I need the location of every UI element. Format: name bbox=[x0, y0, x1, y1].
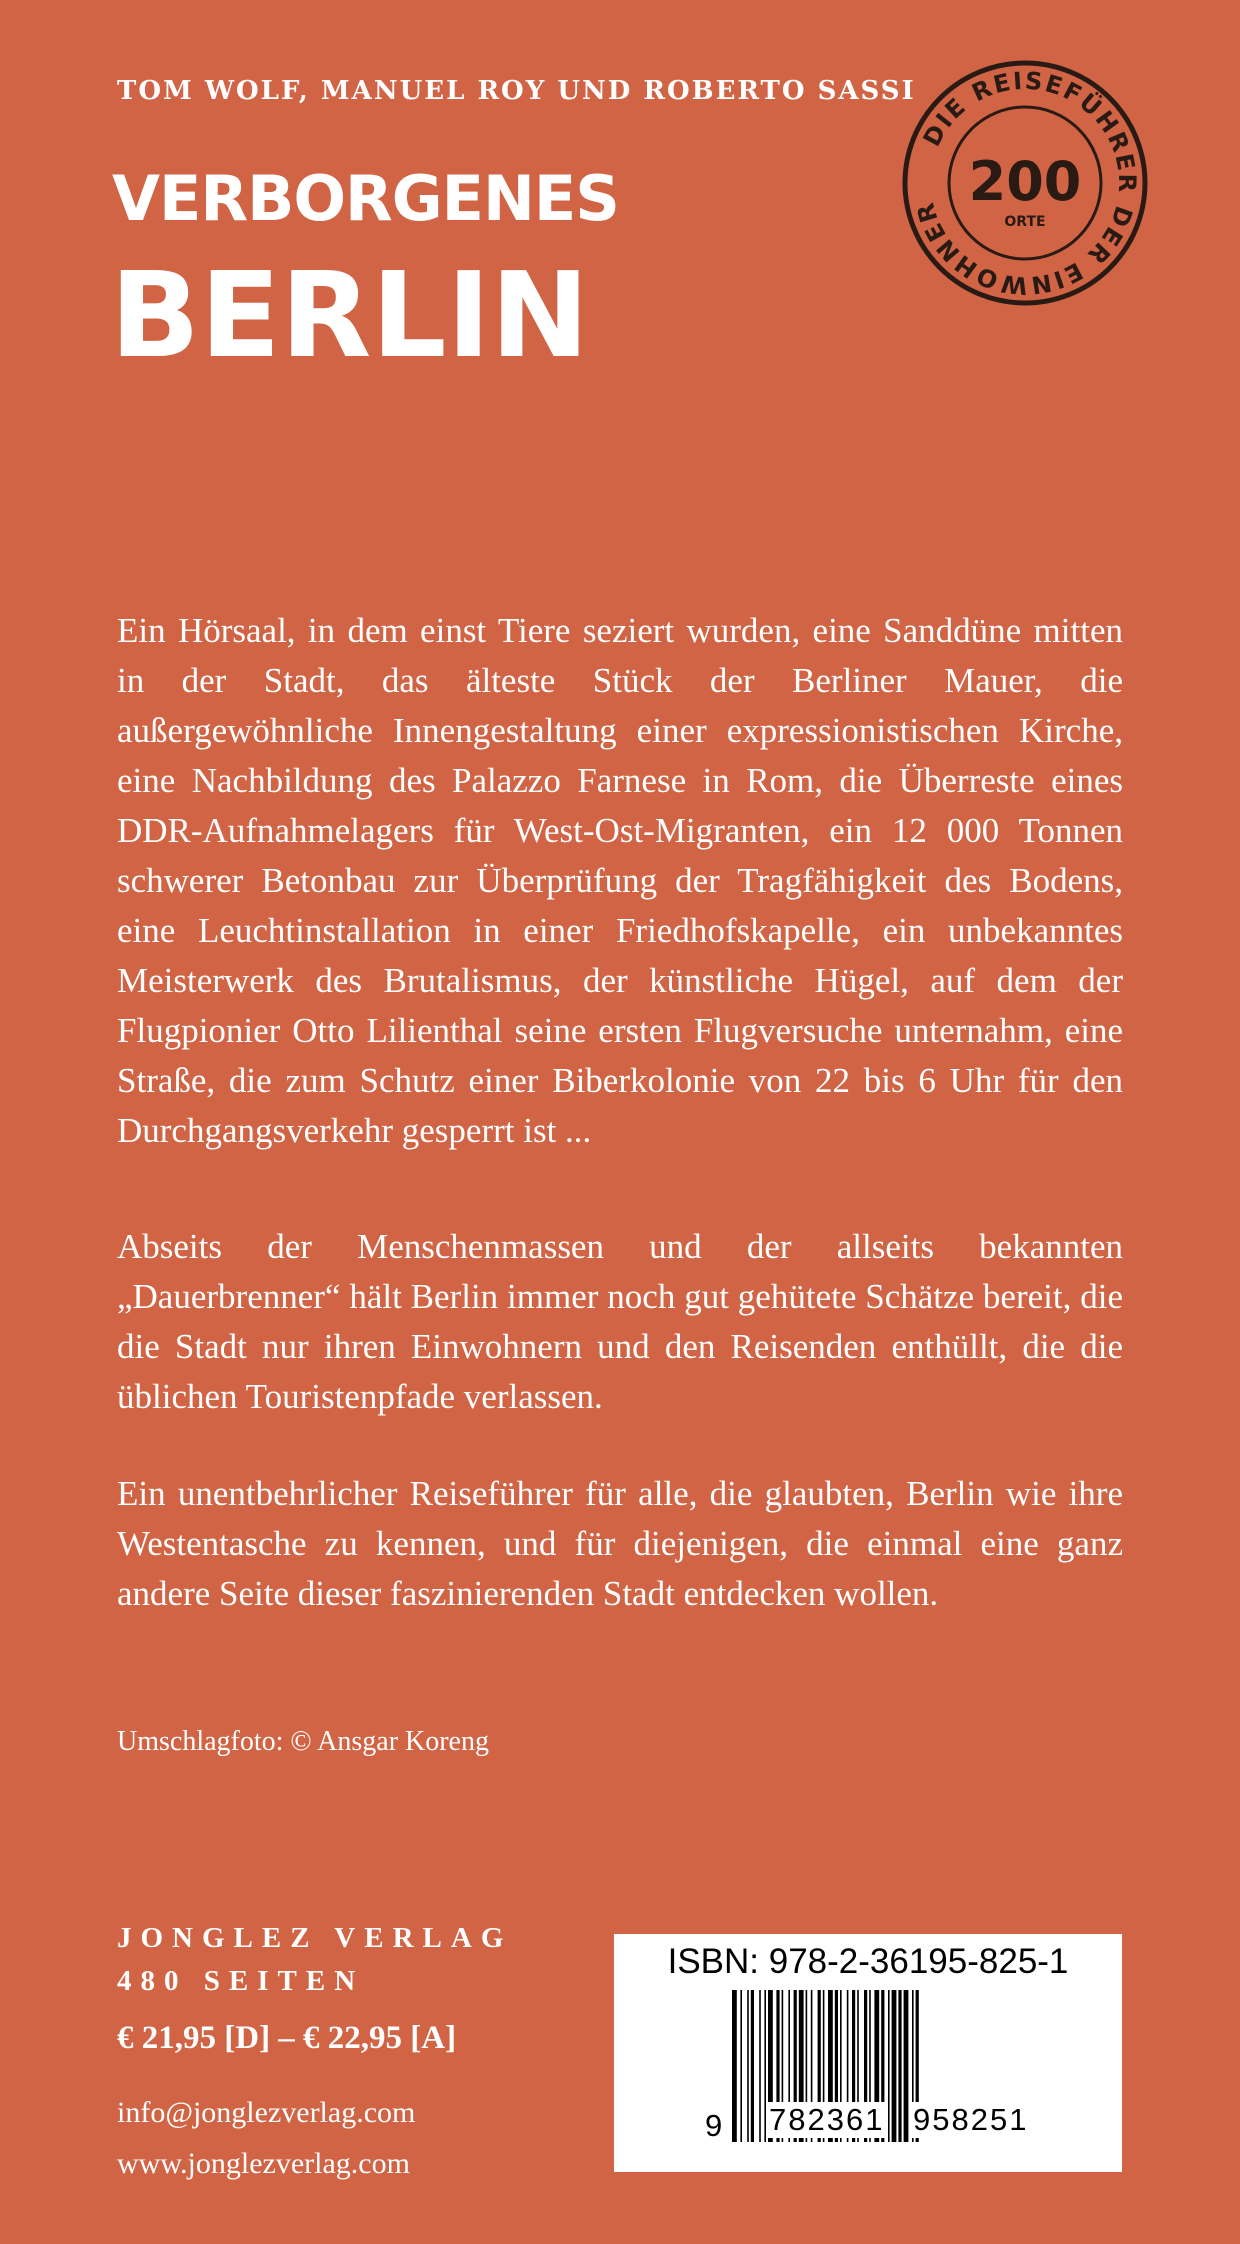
barcode-digit-lead: 9 bbox=[705, 2108, 725, 2143]
authors: TOM WOLF, MANUEL ROY UND ROBERTO SASSI bbox=[117, 76, 916, 106]
barcode-bar bbox=[892, 1990, 897, 2142]
description-paragraph-3: Ein unentbehrlicher Reiseführer für alle, die glaubten, Berlin wie ihre Westentasche zu kennen, und für diejenigen, die einmal eine ganz andere Seite dieser faszinierenden Stadt entdecken wollen. bbox=[117, 1474, 1123, 1613]
price: € 21,95 [D] – € 22,95 [A] bbox=[117, 2020, 457, 2056]
email-link[interactable]: info@jonglezverlag.com bbox=[117, 2096, 416, 2129]
barcode-bar bbox=[747, 1990, 749, 2142]
title-line-1: VERBORGENES bbox=[112, 162, 619, 235]
isbn-label: ISBN: 978-2-36195-825-1 bbox=[667, 1942, 1069, 1981]
barcode-panel bbox=[614, 1934, 1122, 2172]
publisher-name: JONGLEZ VERLAG bbox=[117, 1922, 513, 1954]
barcode-digits-left: 782361 bbox=[766, 2102, 887, 2138]
description-paragraph-2: Abseits der Menschenmassen und der allseits bekannten „Dauerbrenner“ hält Berlin immer noch gut gehütete Schätze bereit, die die Stadt nur ihren Einwohnern und den Reisenden enthüllt, die die üblichen Touristenpfade verlassen. bbox=[117, 1227, 1123, 1416]
description-paragraph-1: Ein Hörsaal, in dem einst Tiere seziert wurden, eine Sanddüne mitten in der Stadt, das älteste Stück der Berliner Mauer, die außergewöhnliche Innengestaltung einer expressionistischen Kirche, eine Nachbildung des Palazzo Farnese in Rom, die Überreste eines DDR-Aufnahmelagers für West-Ost-Migranten, ein 12 000 Tonnen schwerer Betonbau zur Überprüfung der Tragfähigkeit des Bodens, eine Leuchtinstallation in einer Friedhofskapelle, ein unbekanntes Meisterwerk des Brutalismus, der künstliche Hügel, auf dem der Flugpionier Otto Lilienthal seine ersten Flugversuche unternahm, eine Straße, die zum Schutz einer Biberkolonie von 22 bis 6 Uhr für den Durchgangsverkehr gesperrt ist ... bbox=[117, 611, 1123, 1150]
page-count: 480 SEITEN bbox=[117, 1965, 365, 1997]
barcode-bar bbox=[740, 1990, 742, 2142]
title-line-2: BERLIN bbox=[110, 246, 590, 384]
barcode-bar bbox=[904, 1990, 909, 2142]
stamp-ring-text: DIE REISEFÜHRER DER EINWOHNER bbox=[910, 66, 1142, 300]
stamp-number: 200 bbox=[968, 150, 1082, 213]
barcode-digits-right: 958251 bbox=[910, 2102, 1031, 2138]
barcode-bar bbox=[759, 1990, 761, 2142]
barcode-bar bbox=[888, 1990, 890, 2142]
barcode-bar bbox=[898, 1990, 901, 2142]
photo-credit: Umschlagfoto: © Ansgar Koreng bbox=[117, 1726, 489, 1757]
barcode-bar bbox=[732, 1990, 737, 2142]
stamp-200-orte bbox=[900, 58, 1150, 308]
stamp-unit: ORTE bbox=[1004, 214, 1046, 230]
website-link[interactable]: www.jonglezverlag.com bbox=[117, 2147, 410, 2180]
barcode-bar bbox=[751, 1990, 754, 2142]
